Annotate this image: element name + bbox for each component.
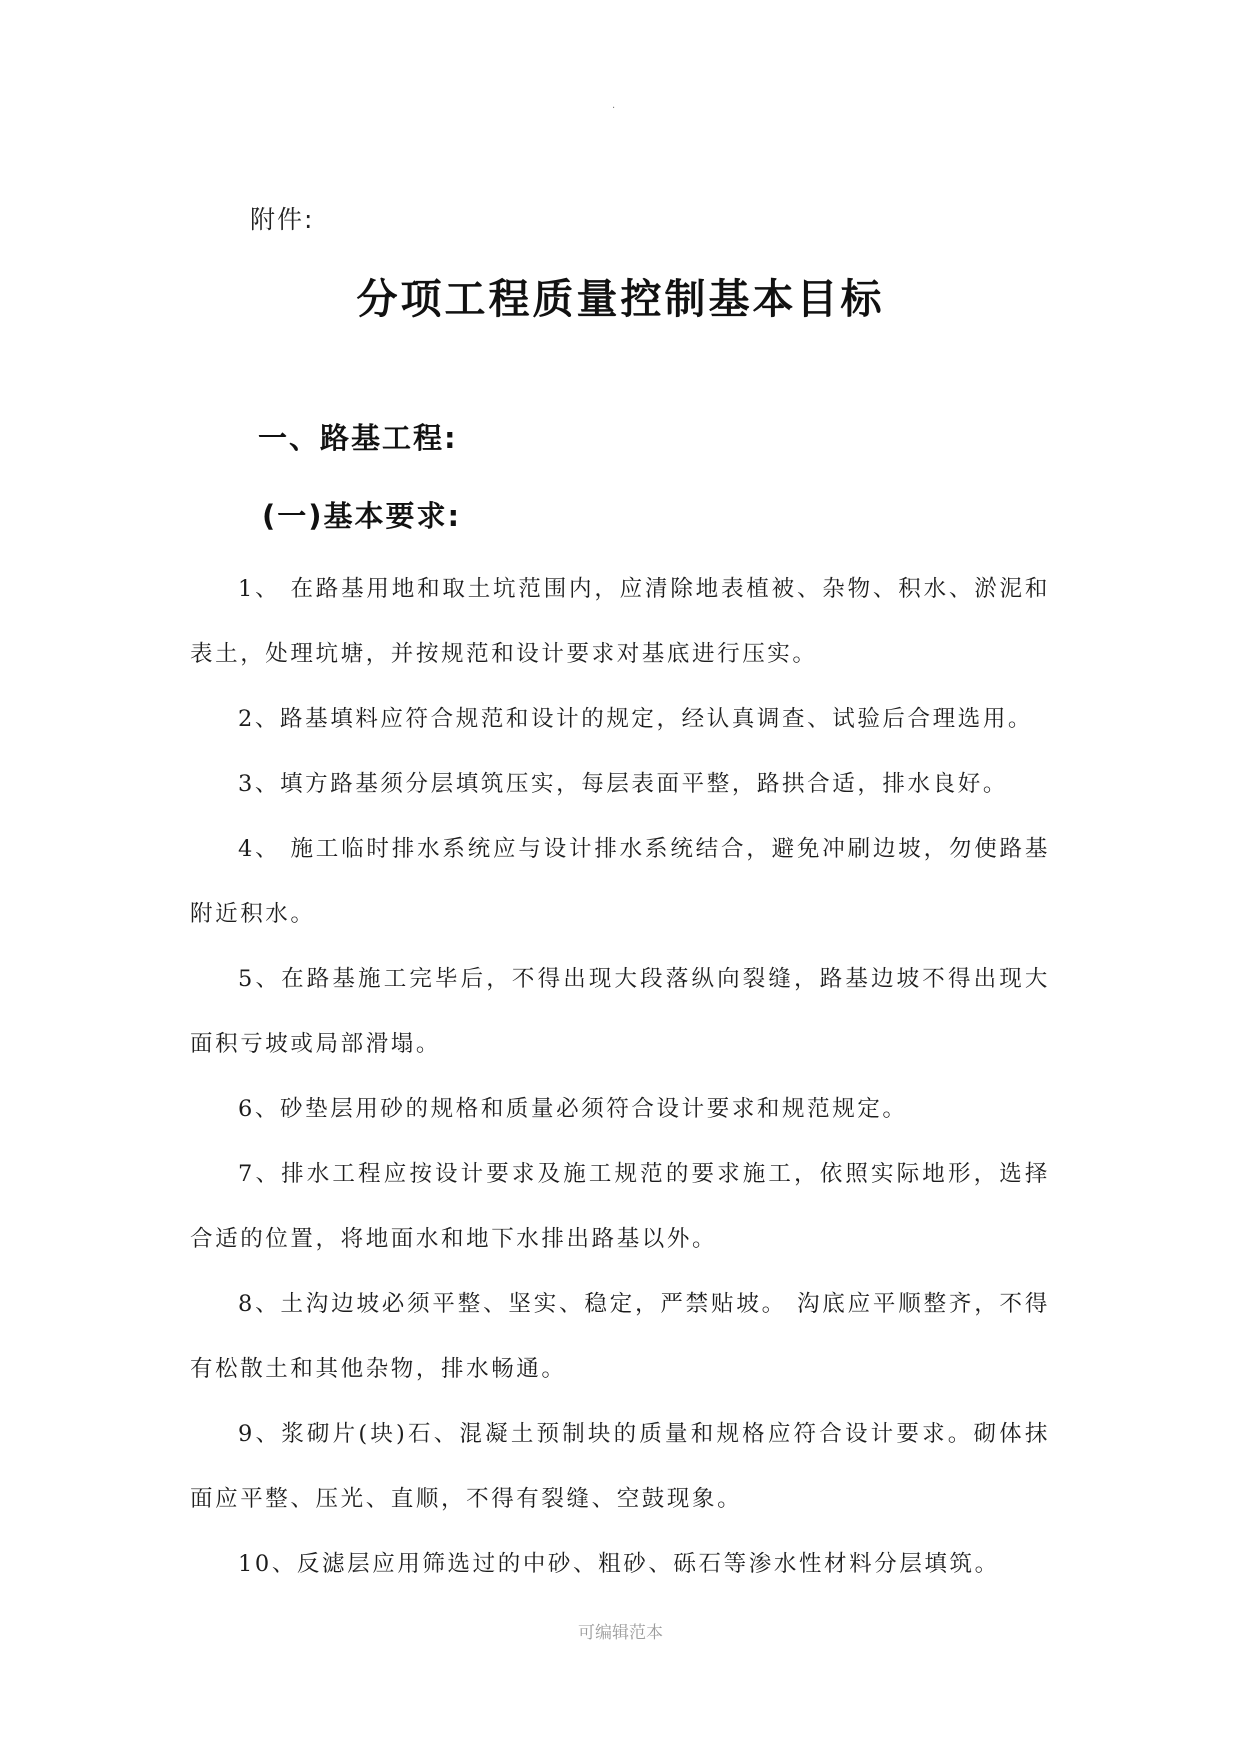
header-mark: . — [612, 100, 616, 111]
subsection-heading: (一)基本要求: — [262, 499, 462, 533]
list-item: 6、砂垫层用砂的规格和质量必须符合设计要求和规范规定。 — [238, 1096, 908, 1122]
list-item: 4、 施工临时排水系统应与设计排水系统结合，避免冲刷边坡，勿使路基附近积水。 — [190, 836, 1050, 927]
list-item: 2、路基填料应符合规范和设计的规定，经认真调查、试验后合理选用。 — [238, 706, 1034, 732]
list-item: 7、排水工程应按设计要求及施工规范的要求施工，依照实际地形，选择合适的位置，将地面水和地下水排出路基以外。 — [190, 1161, 1050, 1252]
footer-watermark-text: 可编辑范本 — [578, 1623, 663, 1643]
attachment-label: 附件: — [250, 205, 315, 234]
requirements-list — [190, 557, 1050, 1597]
page-title: 分项工程质量控制基本目标 — [356, 275, 885, 323]
list-item: 8、土沟边坡必须平整、坚实、稳定，严禁贴坡。 沟底应平顺整齐，不得有松散土和其他杂物，排水畅通。 — [190, 1291, 1050, 1382]
list-item: 10、反滤层应用筛选过的中砂、粗砂、砾石等渗水性材料分层填筑。 — [238, 1551, 1000, 1577]
list-item: 9、浆砌片(块)石、混凝土预制块的质量和规格应符合设计要求。砌体抹面应平整、压光、直顺，不得有裂缝、空鼓现象。 — [190, 1421, 1050, 1512]
list-item: 5、在路基施工完毕后，不得出现大段落纵向裂缝，路基边坡不得出现大面积亏坡或局部滑塌。 — [190, 966, 1050, 1057]
list-item: 3、填方路基须分层填筑压实，每层表面平整，路拱合适，排水良好。 — [238, 771, 1008, 797]
section-heading: 一、路基工程: — [258, 421, 458, 455]
list-item: 1、 在路基用地和取土坑范围内，应清除地表植被、杂物、积水、淤泥和表土，处理坑塘，并按规范和设计要求对基底进行压实。 — [190, 576, 1050, 667]
